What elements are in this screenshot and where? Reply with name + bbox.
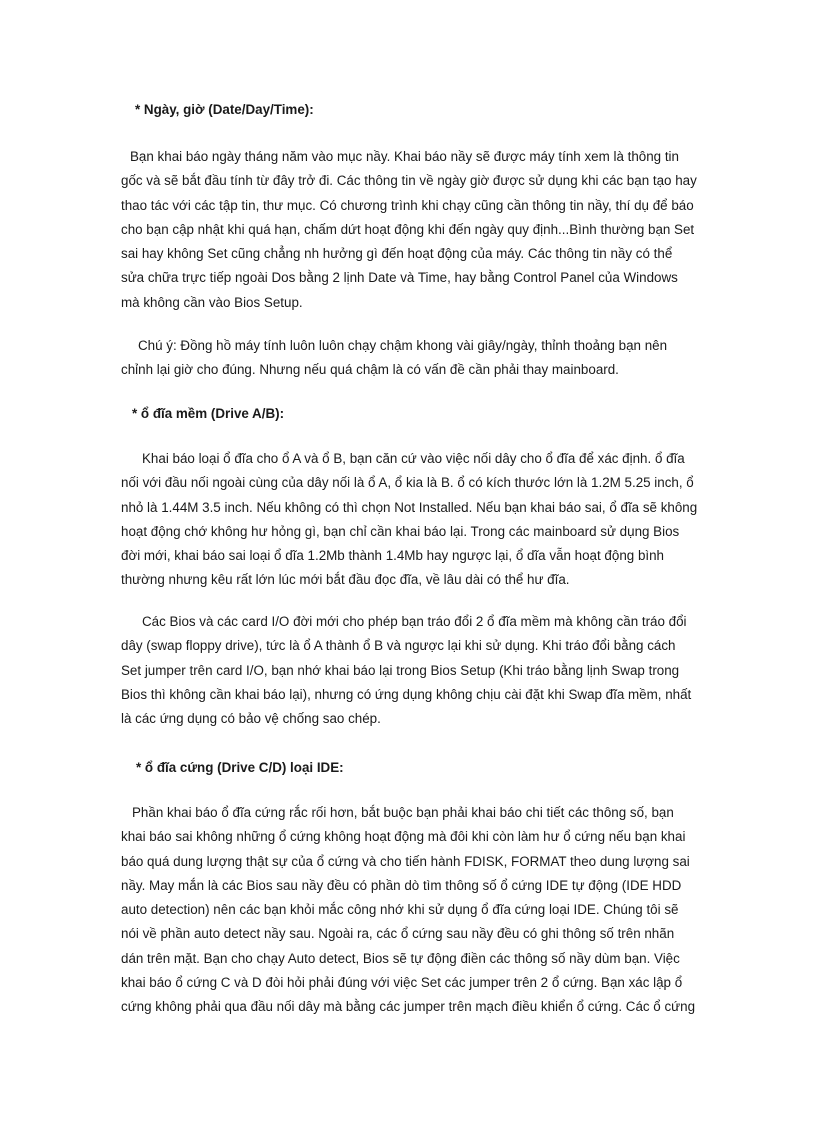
- text-line: nói về phần auto detect nầy sau. Ngoài ra, các ổ cứng sau nầy đều có ghi thông số trên nhãn: [121, 926, 675, 942]
- text-line: khai báo ổ cứng C và D đòi hỏi phải đúng với việc Set các jumper trên 2 ổ cứng. Bạn xác lập ổ: [121, 975, 683, 991]
- text-line: auto detection) nên các bạn khỏi mắc công nhớ khi sử dụng ổ đĩa cứng loại IDE. Chúng tôi sẽ: [121, 902, 679, 918]
- text-line: nối với đầu nối ngoài cùng của dây nối là ổ A, ổ kia là B. ổ có kích thước lớn là 1.2M 5.25 inch, ổ: [121, 475, 694, 491]
- text-line: nhỏ là 1.44M 3.5 inch. Nếu không có thì chọn Not Installed. Nếu bạn khai báo sai, ổ đĩa sẽ không: [121, 499, 698, 515]
- section-heading-date-time: * Ngày, giờ (Date/Day/Time):: [135, 102, 314, 117]
- text-line: Set jumper trên card I/O, bạn nhớ khai báo lại trong Bios Setup (Khi tráo bằng lịnh Swap trong: [121, 662, 680, 678]
- paragraph-hard-drive-1: [121, 801, 695, 1020]
- text-line: Bios thì không cần khai báo lại), nhưng có ứng dụng không chịu cài đặt khi Swap đĩa mềm, nhất: [121, 686, 692, 702]
- text-line: gốc và sẽ bắt đầu tính từ đây trở đi. Các thông tin về ngày giờ được sử dụng khi các bạn tạo hay: [121, 173, 697, 189]
- text-line: cứng không phải qua đầu nối dây mà bằng các jumper trên mạch điều khiển ổ cứng. Các ổ cứng: [121, 999, 696, 1015]
- text-line: mà không cần vào Bios Setup.: [121, 294, 303, 310]
- text-line: chỉnh lại giờ cho đúng. Nhưng nếu quá chậm là có vấn đề cần phải thay mainboard.: [121, 362, 619, 378]
- text-line: thường nhưng kêu rất lớn lúc mới bắt đầu đọc đĩa, về lâu dài có thể hư đĩa.: [121, 572, 570, 588]
- paragraph-floppy-1: [121, 447, 697, 593]
- text-line: sai hay không Set cũng chẳng nh hưởng gì đến hoạt động của máy. Các thông tin nầy có thể: [121, 246, 673, 262]
- text-line: thao tác với các tập tin, thư mục. Có chương trình khi chạy cũng cần thông tin nầy, thí dụ để báo: [121, 197, 694, 213]
- text-line: khai báo sai không những ổ cứng không hoạt động mà đôi khi còn làm hư ổ cứng nếu bạn khai: [121, 829, 686, 845]
- text-line: cho bạn cập nhật khi quá hạn, chấm dứt hoạt động khi đến ngày quy định...Bình thường bạn Set: [121, 221, 695, 237]
- text-line: Phần khai báo ổ đĩa cứng rắc rối hơn, bắt buộc bạn phải khai báo chi tiết các thông số, bạn: [132, 805, 674, 820]
- text-line: Các Bios và các card I/O đời mới cho phép bạn tráo đổi 2 ổ đĩa mềm mà không cần tráo đổi: [142, 614, 687, 629]
- text-line: Khai báo loại ổ đĩa cho ổ A và ổ B, bạn căn cứ vào việc nối dây cho ổ đĩa để xác định. ổ đĩa: [142, 451, 685, 466]
- text-line: đời mới, khai báo sai loại ổ dĩa 1.2Mb thành 1.4Mb hay ngược lại, ổ dĩa vẫn hoạt động bình: [121, 548, 665, 564]
- text-line: hoạt động chớ không hư hỏng gì, bạn chỉ cần khai báo lại. Trong các mainboard sử dụng Bios: [121, 523, 680, 539]
- text-line: Chú ý: Đồng hồ máy tính luôn luôn chạy chậm khong vài giây/ngày, thỉnh thoảng bạn nên: [138, 338, 668, 353]
- text-line: nầy. May mắn là các Bios sau nầy đều có phần dò tìm thông số ổ cứng IDE tự động (IDE HDD: [121, 877, 682, 893]
- text-line: sửa chữa trực tiếp ngoài Dos bằng 2 lịnh Date và Time, hay bằng Control Panel của Windows: [121, 270, 678, 286]
- section-heading-hard-drive: * ổ đĩa cứng (Drive C/D) loại IDE:: [136, 760, 344, 775]
- text-line: là các ứng dụng có bảo vệ chống sao chép.: [121, 711, 381, 727]
- text-line: dán trên mặt. Bạn cho chạy Auto detect, Bios sẽ tự động điền các thông số nầy dùm bạn. Việc: [121, 950, 680, 966]
- paragraph-floppy-2: [121, 610, 691, 731]
- section-heading-floppy-drive: * ổ đĩa mềm (Drive A/B):: [132, 406, 285, 421]
- text-line: dây (swap floppy drive), tức là ổ A thành ổ B và ngược lại khi sử dụng. Khi tráo đổi bằng cách: [121, 638, 676, 654]
- text-line: Bạn khai báo ngày tháng năm vào mục nầy. Khai báo nầy sẽ được máy tính xem là thông tin: [130, 149, 679, 164]
- paragraph-date-time-1: [121, 145, 697, 315]
- paragraph-date-time-note: [121, 334, 667, 383]
- text-line: báo quá dung lượng thật sự của ổ cứng và cho tiến hành FDISK, FORMAT theo dung lượng sai: [121, 853, 690, 869]
